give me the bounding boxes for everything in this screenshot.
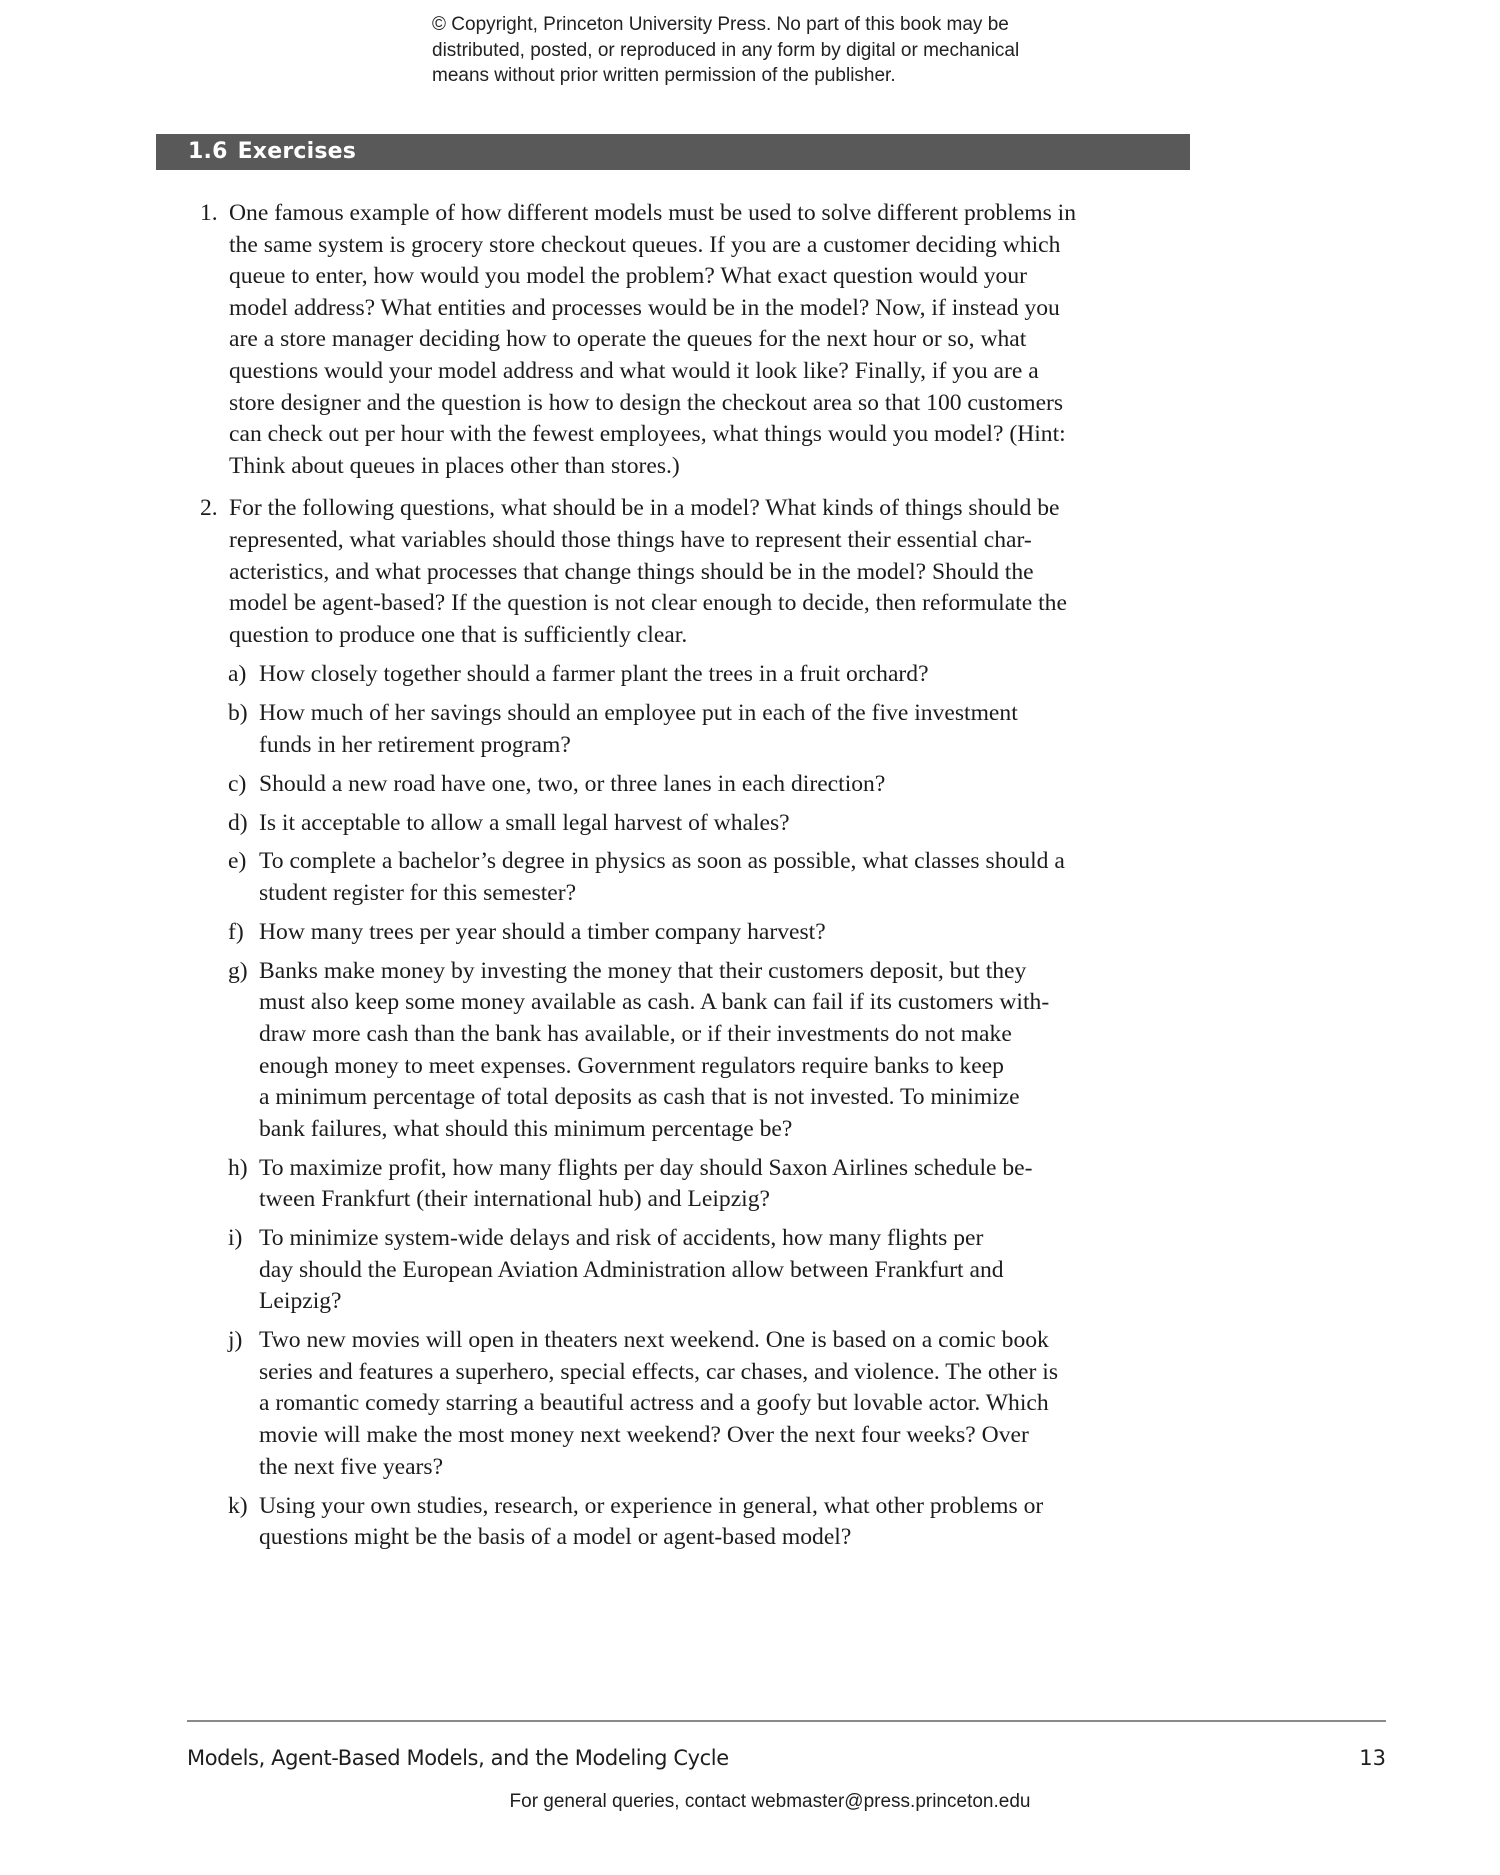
- exercise-item-2: [200, 493, 1160, 1553]
- text-line: store designer and the question is how to design the checkout area so that 100 customers: [229, 389, 1064, 416]
- sub-question-list: [228, 659, 1160, 1553]
- text-line: bank failures, what should this minimum percentage be?: [259, 1115, 793, 1142]
- text-line: model address? What entities and processes would be in the model? Now, if instead you: [229, 294, 1060, 321]
- sub-question-g: [228, 956, 1139, 1146]
- text-line: queue to enter, how would you model the problem? What exact question would your: [229, 263, 1027, 290]
- copyright-notice: [432, 12, 1112, 89]
- exercise-item-1: [200, 198, 1160, 482]
- text-line: model be agent-based? If the question is not clear enough to decide, then reformulate the: [229, 590, 1067, 617]
- text-line: To complete a bachelor’s degree in physics as soon as possible, what classes should a: [259, 848, 1065, 875]
- section-title-text: Exercises: [237, 139, 357, 164]
- sub-question-label: h): [228, 1154, 248, 1181]
- sub-question-text: [259, 846, 1139, 909]
- sub-question-label: i): [228, 1225, 243, 1252]
- text-line: day should the European Aviation Administration allow between Frankfurt and: [259, 1256, 1004, 1283]
- text-line: are a store manager deciding how to operate the queues for the next hour or so, what: [229, 326, 1027, 353]
- text-line: a romantic comedy starring a beautiful actress and a goofy but lovable actor. Which: [259, 1390, 1049, 1417]
- sub-question-label: e): [228, 848, 247, 875]
- text-line: Think about queues in places other than stores.): [229, 452, 680, 479]
- text-line: tween Frankfurt (their international hub) and Leipzig?: [259, 1186, 771, 1213]
- exercise-text: [229, 198, 1160, 482]
- sub-question-text: [259, 808, 1139, 840]
- sub-question-text: [259, 1325, 1139, 1483]
- section-number: 1.6: [188, 139, 228, 164]
- sub-question-label: d): [228, 809, 248, 836]
- text-line: questions might be the basis of a model or agent-based model?: [259, 1524, 852, 1551]
- sub-question-label: b): [228, 700, 248, 727]
- text-line: funds in her retirement program?: [259, 731, 571, 758]
- sub-question-label: c): [228, 770, 247, 797]
- text-line: Using your own studies, research, or experience in general, what other problems or: [259, 1492, 1044, 1519]
- text-line: represented, what variables should those things have to represent their essential char-: [229, 526, 1032, 553]
- sub-question-a: [228, 659, 1139, 691]
- sub-question-text: [259, 659, 1139, 691]
- text-line: enough money to meet expenses. Government regulators require banks to keep: [259, 1052, 1004, 1079]
- text-line: How closely together should a farmer plant the trees in a fruit orchard?: [259, 661, 929, 688]
- sub-question-label: j): [228, 1327, 243, 1354]
- copyright-line: distributed, posted, or reproduced in any form by digital or mechanical: [432, 39, 1020, 61]
- text-line: can check out per hour with the fewest employees, what things would you model? (Hint:: [229, 421, 1066, 448]
- text-line: movie will make the most money next weekend? Over the next four weeks? Over: [259, 1422, 1029, 1449]
- sub-question-text: [259, 1223, 1139, 1318]
- exercise-number: 1.: [200, 200, 218, 226]
- text-line: Banks make money by investing the money that their customers deposit, but they: [259, 957, 1027, 984]
- contact-notice: For general queries, contact webmaster@press.princeton.edu: [509, 1791, 1031, 1812]
- text-line: Leipzig?: [259, 1288, 342, 1315]
- text-line: a minimum percentage of total deposits as cash that is not invested. To minimize: [259, 1084, 1020, 1111]
- text-line: questions would your model address and what would it look like? Finally, if you are a: [229, 357, 1039, 384]
- running-footer-chapter-title: Models, Agent-Based Models, and the Modeling Cycle: [187, 1746, 729, 1770]
- sub-question-label: g): [228, 957, 248, 984]
- sub-question-text: [259, 1491, 1139, 1554]
- text-line: Two new movies will open in theaters next weekend. One is based on a comic book: [259, 1327, 1049, 1354]
- exercise-list: [200, 198, 1160, 1565]
- text-line: To maximize profit, how many flights per day should Saxon Airlines schedule be-: [259, 1154, 1033, 1181]
- text-line: series and features a superhero, special effects, car chases, and violence. The other is: [259, 1358, 1058, 1385]
- sub-question-label: k): [228, 1492, 248, 1519]
- text-line: Should a new road have one, two, or three lanes in each direction?: [259, 770, 886, 797]
- exercise-text: [229, 493, 1160, 651]
- text-line: the same system is grocery store checkout queues. If you are a customer deciding which: [229, 231, 1061, 258]
- text-line: must also keep some money available as cash. A bank can fail if its customers with-: [259, 989, 1050, 1016]
- section-title: [188, 137, 356, 167]
- sub-question-b: [228, 698, 1139, 761]
- text-line: acteristics, and what processes that change things should be in the model? Should the: [229, 558, 1034, 585]
- sub-question-k: [228, 1491, 1139, 1554]
- text-line: the next five years?: [259, 1453, 444, 1480]
- text-line: For the following questions, what should be in a model? What kinds of things should be: [229, 495, 1060, 522]
- text-line: Is it acceptable to allow a small legal harvest of whales?: [259, 809, 790, 836]
- text-line: question to produce one that is sufficiently clear.: [229, 621, 688, 648]
- copyright-line: means without prior written permission of the publisher.: [432, 65, 896, 86]
- sub-question-text: [259, 1153, 1139, 1216]
- sub-question-text: [259, 956, 1139, 1146]
- footer-divider: [187, 1720, 1386, 1722]
- sub-question-d: [228, 808, 1139, 840]
- sub-question-h: [228, 1153, 1139, 1216]
- exercise-number: 2.: [200, 495, 218, 522]
- section-heading-bar: [156, 134, 1190, 170]
- text-line: How many trees per year should a timber company harvest?: [259, 918, 826, 945]
- text-line: draw more cash than the bank has available, or if their investments do not make: [259, 1021, 1012, 1048]
- sub-question-label: f): [228, 918, 244, 945]
- sub-question-text: [259, 698, 1139, 761]
- page-number: 13: [1359, 1746, 1386, 1770]
- sub-question-i: [228, 1223, 1139, 1318]
- text-line: student register for this semester?: [259, 880, 577, 907]
- sub-question-label: a): [228, 661, 247, 688]
- text-line: How much of her savings should an employee put in each of the five investment: [259, 700, 1018, 727]
- sub-question-e: [228, 846, 1139, 909]
- text-line: To minimize system-wide delays and risk of accidents, how many flights per: [259, 1225, 984, 1252]
- copyright-line: © Copyright, Princeton University Press. No part of this book may be: [432, 14, 1009, 35]
- sub-question-text: [259, 769, 1139, 801]
- sub-question-j: [228, 1325, 1139, 1483]
- sub-question-c: [228, 769, 1139, 801]
- sub-question-text: [259, 917, 1139, 949]
- sub-question-f: [228, 917, 1139, 949]
- text-line: One famous example of how different models must be used to solve different problems in: [229, 200, 1077, 226]
